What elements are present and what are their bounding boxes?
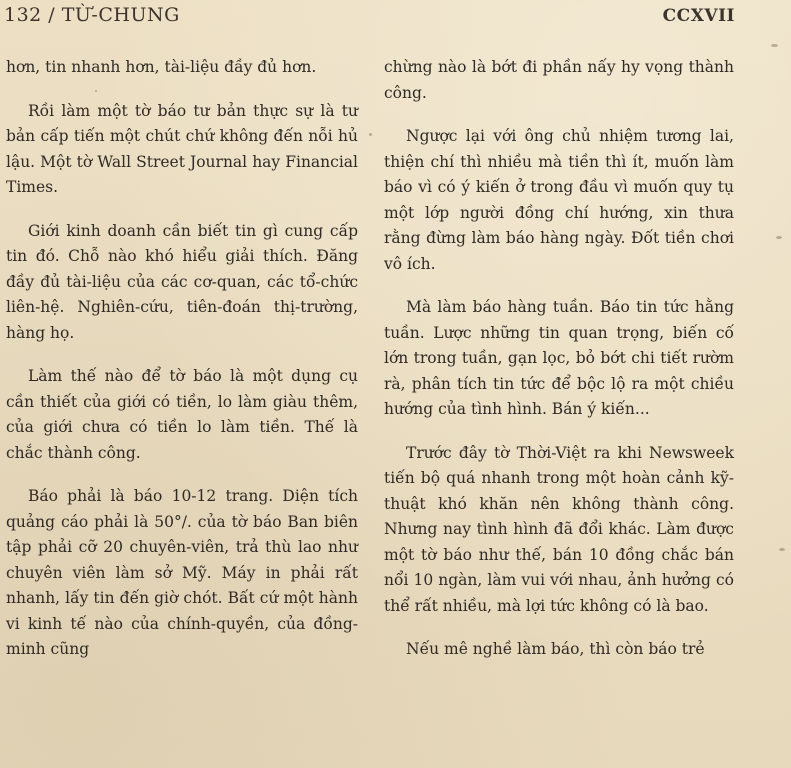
paragraph: Rồi làm một tờ báo tư bản thực sự là tư bản cấp tiến một chút chứ không đến nỗi hủ lậu. Một tờ Wall Street Journal hay Financial Times. bbox=[6, 101, 358, 196]
page-header bbox=[4, 4, 735, 30]
paper-speck bbox=[369, 133, 372, 136]
right-column bbox=[384, 55, 734, 681]
paragraph: Báo phải là báo 10-12 trang. Diện tích quảng cáo phải là 50°/. của tờ báo Ban biên tập phải cỡ 20 chuyên-viên, trả thù lao như chuyên viên làm sở Mỹ. Máy in phải rất nhanh, lấy tin đến giờ chót. Bất cứ một hành vi kinh tế nào của chính-quyền, của đồng-minh cũng bbox=[6, 487, 358, 658]
paragraph: Ngược lại với ông chủ nhiệm tương lai, thiện chí thì nhiều mà tiền thì ít, muốn làm báo vì có ý kiến ở trong đầu vì muốn quy tụ một lớp người đồng chí hướng, xin thưa rằng đừng làm báo hàng ngày. Đốt tiền chơi vô ích. bbox=[384, 127, 734, 273]
page-number-and-author: 132 / TỪ-CHUNG bbox=[4, 4, 180, 26]
paragraph: Trước đây tờ Thời-Việt ra khi Newsweek tiến bộ quá nhanh trong một hoàn cảnh kỹ-thuật khó khăn nên không thành công. Nhưng nay tình hình đã đổi khác. Làm được một tờ báo như thế, bán 10 đồng chắc bán nổi 10 ngàn, làm vui với nhau, ảnh hưởng có thể rất nhiều, mà lợi tức không có là bao. bbox=[384, 443, 734, 615]
paper-speck bbox=[95, 90, 97, 92]
paragraph: Nếu mê nghề làm báo, thì còn báo trẻ bbox=[406, 640, 705, 658]
section-number: CCXVII bbox=[662, 6, 735, 26]
paragraph: chừng nào là bớt đi phần nấy hy vọng thành công. bbox=[384, 58, 734, 102]
paragraph: Làm thế nào để tờ báo là một dụng cụ cần thiết của giới có tiền, lo làm giàu thêm, của giới chưa có tiền lo làm tiền. Thế là chắc thành công. bbox=[6, 367, 358, 462]
paragraph: Giới kinh doanh cần biết tin gì cung cấp tin đó. Chỗ nào khó hiểu giải thích. Đăng đầy đủ tài-liệu của các cơ-quan, các tổ-chức liên-hệ. Nghiên-cứu, tiên-đoán thị-trường, hàng họ. bbox=[6, 221, 358, 342]
paper-speck bbox=[771, 44, 778, 47]
paragraph: Mà làm báo hàng tuần. Báo tin tức hằng tuần. Lược những tin quan trọng, biến cố lớn trong tuần, gạn lọc, bỏ bớt chi tiết rườm rà, phân tích tin tức để bộc lộ ra một chiều hướng của tình hình. Bán ý kiến... bbox=[384, 298, 734, 418]
paper-speck bbox=[779, 548, 785, 551]
paragraph: hơn, tin nhanh hơn, tài-liệu đầy đủ hơn. bbox=[6, 58, 317, 76]
left-column bbox=[6, 55, 358, 681]
paper-speck bbox=[776, 236, 782, 239]
